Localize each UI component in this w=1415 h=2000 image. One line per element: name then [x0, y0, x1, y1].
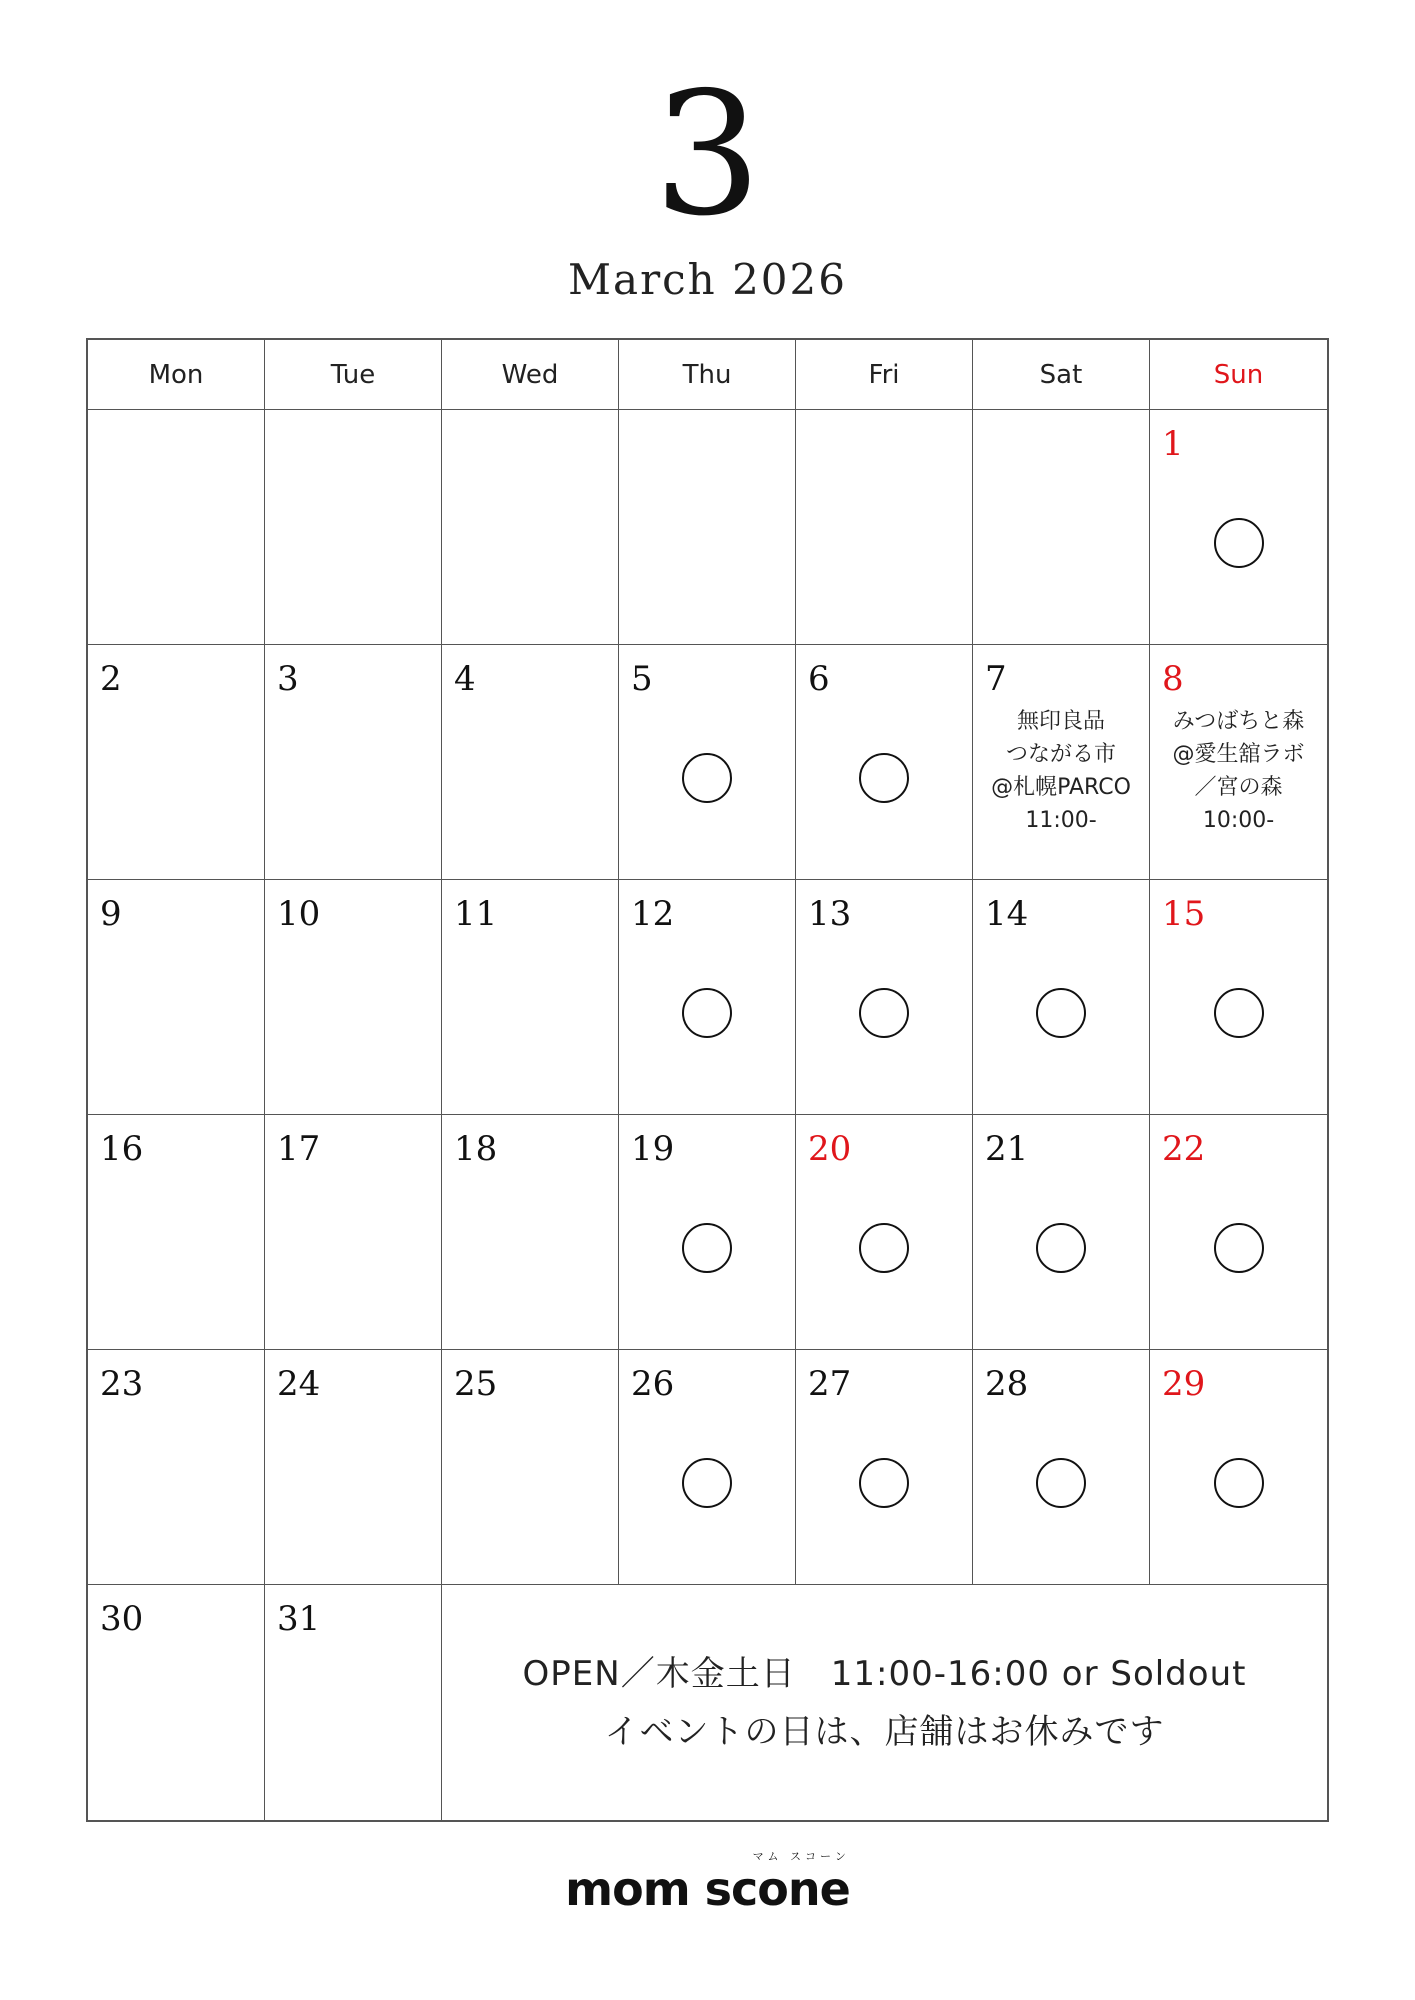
day-cell [1150, 1115, 1327, 1350]
day-cell [796, 880, 973, 1115]
day-number: 29 [1162, 1364, 1206, 1404]
day-cell [619, 880, 796, 1115]
day-cell [442, 645, 619, 880]
open-hours-text: OPEN／木金土日 11:00-16:00 or Soldout [522, 1653, 1247, 1694]
day-number: 11 [454, 894, 498, 934]
open-day-circle-icon [859, 753, 909, 803]
event-closure-note: イベントの日は、店舗はお休みです [604, 1711, 1165, 1752]
day-number: 8 [1162, 659, 1184, 699]
open-day-circle-icon [682, 988, 732, 1038]
weekday-header-mon: Mon [88, 340, 265, 410]
empty-day-cell [619, 410, 796, 645]
day-number: 24 [277, 1364, 321, 1404]
open-day-circle-icon [1036, 1223, 1086, 1273]
day-number: 23 [100, 1364, 144, 1404]
weekday-header-sun: Sun [1150, 340, 1327, 410]
logo-subtitle: マム スコーン [752, 1850, 850, 1863]
day-number: 3 [277, 659, 299, 699]
day-number: 16 [100, 1129, 144, 1169]
month-number: 3 [653, 56, 762, 254]
day-cell [88, 1350, 265, 1585]
open-day-circle-icon [1214, 1223, 1264, 1273]
day-number: 2 [100, 659, 122, 699]
weekday-header-sat: Sat [973, 340, 1150, 410]
day-number: 30 [100, 1599, 144, 1639]
event-note [973, 705, 1149, 837]
day-number: 26 [631, 1364, 675, 1404]
empty-day-cell [796, 410, 973, 645]
day-number: 22 [1162, 1129, 1206, 1169]
event-note [1150, 705, 1327, 837]
event-note-line: @札幌PARCO [991, 775, 1131, 800]
day-cell [442, 1115, 619, 1350]
day-cell [265, 645, 442, 880]
day-cell [442, 880, 619, 1115]
event-note-line: 10:00- [1202, 808, 1275, 833]
day-cell [265, 1585, 442, 1820]
day-number: 6 [808, 659, 830, 699]
day-cell [88, 645, 265, 880]
day-number: 12 [631, 894, 675, 934]
event-note-line: みつばちと森 [1172, 709, 1305, 734]
day-cell [88, 1585, 265, 1820]
logo-text: mom scone [565, 1862, 850, 1916]
day-cell [796, 1350, 973, 1585]
day-number: 19 [631, 1129, 675, 1169]
open-day-circle-icon [1214, 518, 1264, 568]
day-cell [973, 1115, 1150, 1350]
empty-day-cell [442, 410, 619, 645]
month-year-title: March 2026 [568, 255, 847, 304]
day-number: 4 [454, 659, 476, 699]
day-number: 10 [277, 894, 321, 934]
day-cell [1150, 1350, 1327, 1585]
day-number: 17 [277, 1129, 321, 1169]
day-cell [1150, 880, 1327, 1115]
day-cell [442, 1350, 619, 1585]
day-cell [619, 645, 796, 880]
day-number: 27 [808, 1364, 852, 1404]
day-cell [1150, 645, 1327, 880]
empty-day-cell [88, 410, 265, 645]
day-number: 9 [100, 894, 122, 934]
empty-day-cell [973, 410, 1150, 645]
day-number: 14 [985, 894, 1029, 934]
day-cell [265, 1350, 442, 1585]
day-number: 15 [1162, 894, 1206, 934]
day-cell [1150, 410, 1327, 645]
day-cell [973, 645, 1150, 880]
day-cell [88, 880, 265, 1115]
shop-hours-info [442, 1585, 1327, 1820]
open-day-circle-icon [859, 1458, 909, 1508]
day-number: 13 [808, 894, 852, 934]
empty-day-cell [265, 410, 442, 645]
day-number: 7 [985, 659, 1007, 699]
day-number: 20 [808, 1129, 852, 1169]
open-day-circle-icon [1214, 988, 1264, 1038]
day-cell [619, 1115, 796, 1350]
day-cell [265, 880, 442, 1115]
weekday-header-tue: Tue [265, 340, 442, 410]
weekday-header-thu: Thu [619, 340, 796, 410]
day-cell [619, 1350, 796, 1585]
day-number: 1 [1162, 424, 1184, 464]
brand-logo [0, 1850, 1415, 1916]
day-cell [796, 1115, 973, 1350]
day-number: 18 [454, 1129, 498, 1169]
open-day-circle-icon [1036, 1458, 1086, 1508]
weekday-header-wed: Wed [442, 340, 619, 410]
day-cell [88, 1115, 265, 1350]
event-note-line: 無印良品 [1016, 709, 1105, 734]
day-number: 25 [454, 1364, 498, 1404]
day-number: 5 [631, 659, 653, 699]
open-day-circle-icon [859, 1223, 909, 1273]
day-cell [796, 645, 973, 880]
weekday-header-fri: Fri [796, 340, 973, 410]
day-number: 31 [277, 1599, 321, 1639]
day-cell [973, 880, 1150, 1115]
open-day-circle-icon [682, 753, 732, 803]
day-number: 21 [985, 1129, 1029, 1169]
event-note-line: 11:00- [1025, 808, 1097, 833]
open-day-circle-icon [1036, 988, 1086, 1038]
day-cell [265, 1115, 442, 1350]
day-number: 28 [985, 1364, 1029, 1404]
event-note-line: つながる市 [1005, 742, 1116, 767]
calendar-grid [86, 338, 1329, 1822]
open-day-circle-icon [1214, 1458, 1264, 1508]
open-day-circle-icon [682, 1223, 732, 1273]
event-note-line: ／宮の森 [1194, 775, 1283, 800]
open-day-circle-icon [682, 1458, 732, 1508]
day-cell [973, 1350, 1150, 1585]
open-day-circle-icon [859, 988, 909, 1038]
event-note-line: @愛生舘ラボ [1172, 742, 1305, 767]
